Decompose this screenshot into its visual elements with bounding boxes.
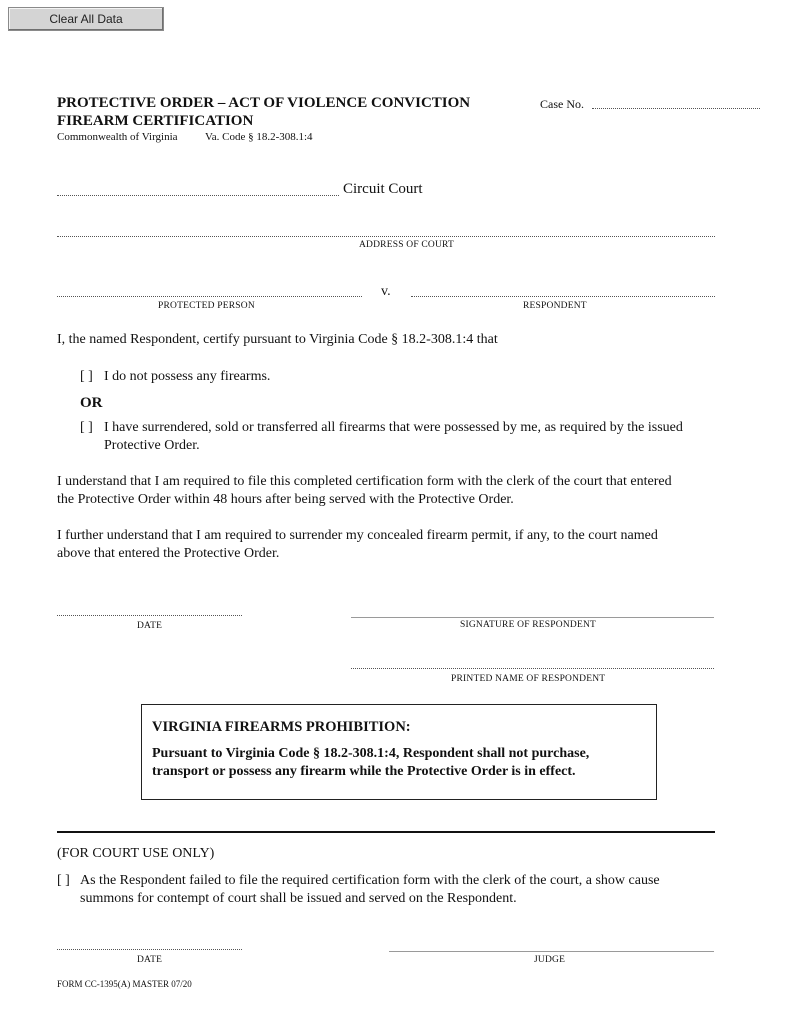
form-identifier: FORM CC-1395(A) MASTER 07/20 (57, 979, 192, 989)
clear-all-data-button[interactable]: Clear All Data (8, 7, 164, 31)
option2-text-line1: I have surrendered, sold or transferred all firearms that were possessed by me, as required by the issued (104, 420, 683, 435)
filing-requirement-line2: the Protective Order within 48 hours after being served with the Protective Order. (57, 492, 514, 507)
prohibition-title: VIRGINIA FIREARMS PROHIBITION: (152, 719, 411, 735)
option2-checkbox[interactable]: [ ] (80, 420, 93, 435)
circuit-court-label: Circuit Court (343, 181, 423, 197)
court-use-divider (57, 831, 715, 833)
signature-of-respondent-label: SIGNATURE OF RESPONDENT (460, 620, 597, 630)
protected-person-label: PROTECTED PERSON (158, 301, 255, 311)
option1-text: I do not possess any firearms. (104, 369, 271, 384)
respondent-date-label: DATE (137, 621, 163, 631)
option2-text-line2: Protective Order. (104, 438, 200, 453)
court-date-field[interactable] (57, 949, 242, 950)
permit-surrender-line1: I further understand that I am required to surrender my concealed firearm permit, if any, to the court named (57, 528, 658, 543)
prohibition-text-line1: Pursuant to Virginia Code § 18.2-308.1:4, Respondent shall not purchase, (152, 746, 590, 761)
permit-surrender-line2: above that entered the Protective Order. (57, 546, 280, 561)
printed-name-label: PRINTED NAME OF RESPONDENT (451, 674, 606, 684)
case-no-field[interactable] (592, 108, 760, 109)
respondent-field[interactable] (411, 296, 715, 297)
form-title-line2: FIREARM CERTIFICATION (57, 113, 254, 129)
protected-person-field[interactable] (57, 296, 362, 297)
printed-name-field[interactable] (351, 668, 714, 669)
court-use-heading: (FOR COURT USE ONLY) (57, 846, 215, 861)
court-date-label: DATE (137, 955, 163, 965)
show-cause-text-line2: summons for contempt of court shall be issued and served on the Respondent. (80, 891, 517, 906)
show-cause-text-line1: As the Respondent failed to file the required certification form with the clerk of the court, a show cause (80, 873, 660, 888)
court-address-field[interactable] (57, 236, 715, 237)
or-label: OR (80, 395, 103, 411)
case-no-label: Case No. (540, 97, 584, 111)
show-cause-checkbox[interactable]: [ ] (57, 873, 70, 888)
circuit-court-name-field[interactable] (57, 195, 339, 196)
respondent-date-field[interactable] (57, 615, 242, 616)
address-of-court-label: ADDRESS OF COURT (359, 240, 455, 250)
commonwealth-label: Commonwealth of Virginia (57, 131, 178, 143)
certification-intro: I, the named Respondent, certify pursuant to Virginia Code § 18.2-308.1:4 that (57, 332, 498, 347)
respondent-signature-field[interactable] (351, 617, 714, 618)
respondent-label: RESPONDENT (523, 301, 587, 311)
option1-checkbox[interactable]: [ ] (80, 369, 93, 384)
judge-label: JUDGE (534, 955, 566, 965)
form-title-line1: PROTECTIVE ORDER – ACT OF VIOLENCE CONVICTION (57, 95, 471, 111)
prohibition-text-line2: transport or possess any firearm while the Protective Order is in effect. (152, 764, 576, 779)
filing-requirement-line1: I understand that I am required to file this completed certification form with the clerk of the court that entered (57, 474, 672, 489)
judge-signature-field[interactable] (389, 951, 714, 952)
code-reference: Va. Code § 18.2-308.1:4 (205, 131, 313, 143)
versus-label: v. (381, 284, 391, 299)
